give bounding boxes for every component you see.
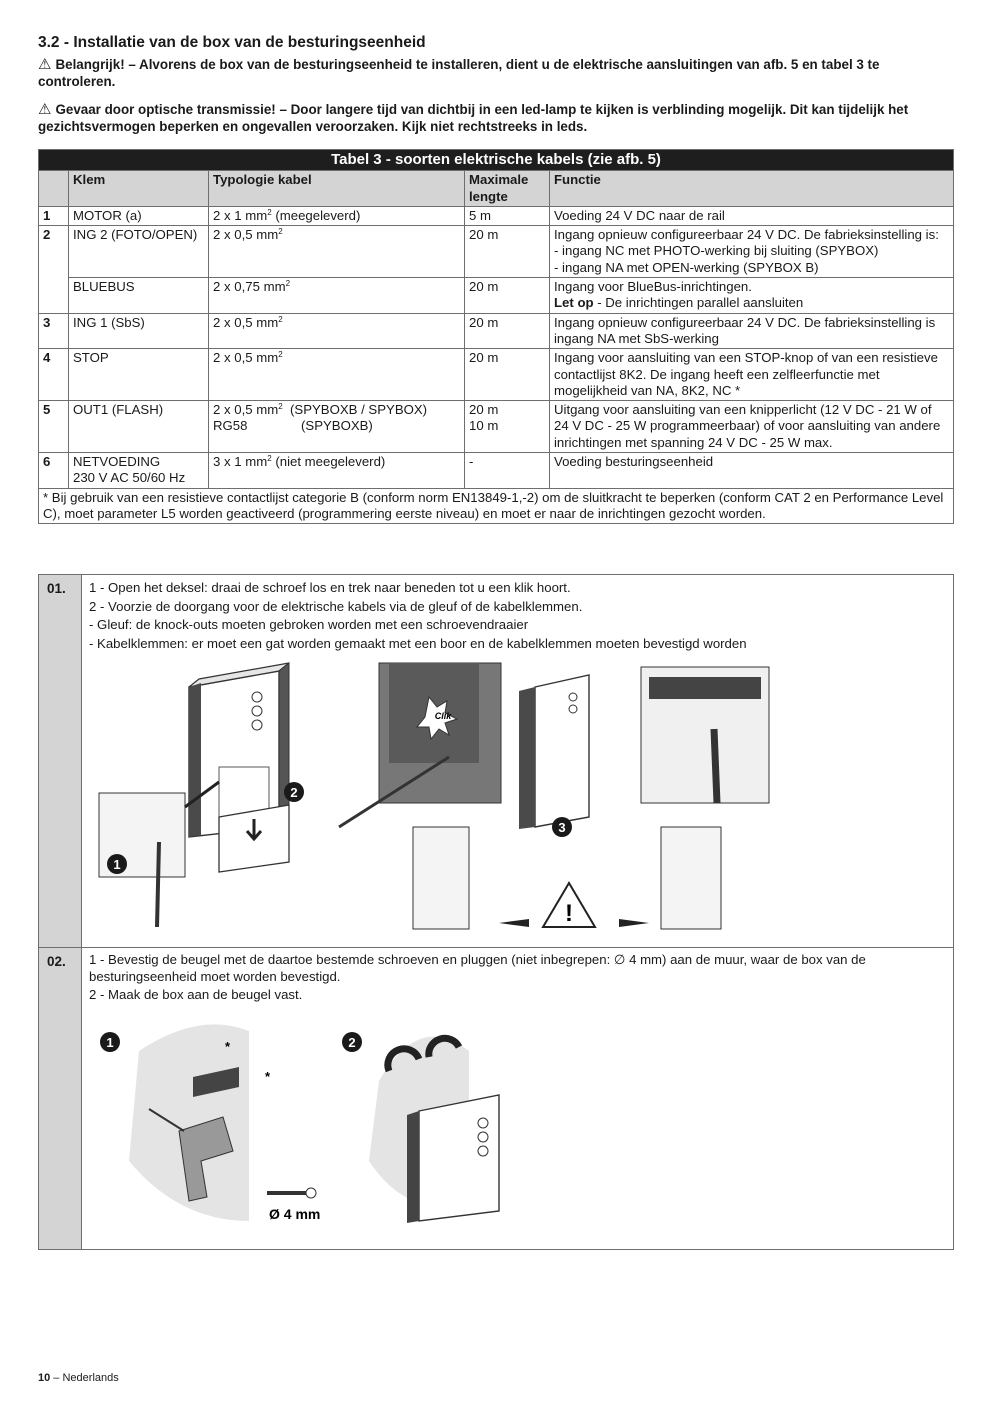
svg-text:*: *	[265, 1069, 271, 1084]
warning-triangle-icon: ⚠	[38, 56, 52, 73]
svg-text:2: 2	[348, 1035, 356, 1050]
table-title: Tabel 3 - soorten elektrische kabels (zie afb. 5)	[39, 150, 954, 171]
step-1-figure	[89, 657, 779, 945]
step-2-text: 1 - Bevestig de beugel met de daartoe bestemde schroeven en pluggen (niet inbegrepen: ∅ 4 mm) aan de muur, waar de box van de besturingseenheid moet worden bevestigd. 2 - Maak de box aan de beugel vast.	[89, 952, 866, 1002]
header-functie: Functie	[550, 171, 954, 207]
section-heading: 3.2 - Installatie van de box van de besturingseenheid	[38, 34, 426, 51]
table-row: 5 OUT1 (FLASH) 2 x 0,5 $mm^2$ (SPYBOXB / SPYBOX) RG58 (SPYBOXB) 20 m 10 m Uitgang voor aansluiting van een knipperlicht (12 V DC - 21 W of 24 V DC - 25 W programmeerbaar) of voor aansluiting van andere inrichtingen met spanning 24 V DC - 25 W max.	[39, 401, 954, 453]
table-footnote-row	[39, 488, 954, 524]
warning-important: ⚠ Belangrijk! – Alvorens de box van de besturingseenheid te installeren, dient u de elektrische aansluitingen van afb. 5 en tabel 3 te controleren.	[38, 56, 880, 89]
svg-text:1: 1	[106, 1035, 114, 1050]
svg-text:Ø 4 mm: Ø 4 mm	[269, 1206, 321, 1222]
open-box-illustration	[535, 675, 589, 827]
svg-text:Clik: Clik	[434, 711, 452, 721]
step-1-text: 1 - Open het deksel: draai de schroef los en trek naar beneden tot u een klik hoort. 2 - Voorzie de doorgang voor de elektrische kabels via de gleuf of de kabelklemmen. - Gleuf: de knock-outs moeten gebroken worden met een schroevendraaier - Kabelklemmen: er moet een gat worden gemaakt met een boor en de kabelklemmen moeten bevestigd worden	[89, 580, 747, 651]
header-lengte: Maximale lengte	[465, 171, 550, 207]
table-row: 3 ING 1 (SbS) 2 x 0,5 $mm^2$ 20 m Ingang opnieuw configureerbaar 24 V DC. De fabrieksinstelling is ingang NA met SbS-werking	[39, 313, 954, 349]
table-row: 2 ING 2 (FOTO/OPEN) 2 x 0,5 $mm^2$ 20 m Ingang opnieuw configureerbaar 24 V DC. De fabrieksinstelling is: - ingang NC met PHOTO-werking bij sluiting (SPYBOX) - ingang NA met OPEN-werking (SPYBOX B)	[39, 226, 954, 278]
page-footer: 10 – Nederlands	[38, 1372, 119, 1384]
table-row: 1 MOTOR (a) 2 x 1 $mm^2$ (meegeleverd) 5 m Voeding 24 V DC naar de rail	[39, 206, 954, 225]
warning-optical: ⚠ Gevaar door optische transmissie! – Door langere tijd van dichtbij in een led-lamp te kijken is verblinding mogelijk. Dit kan tijdelijk het gezichtsvermogen beperken en ongevallen veroorzaken. Kijk niet rechtstreeks in leds.	[38, 101, 909, 134]
header-klem: Klem	[69, 171, 209, 207]
steps-box	[38, 574, 954, 1250]
svg-text:1: 1	[113, 857, 121, 872]
step-2-figure	[89, 1021, 559, 1243]
table-footnote: * Bij gebruik van een resistieve contactlijst categorie B (conform norm EN13849-1,-2) om de sluitkracht te beperken (conform CAT 2 en Performance Level C), moet parameter L5 worden geactiveerd (programmering eerste niveau) en moet er naar de inrichtingen gezocht worden.	[39, 488, 954, 524]
cable-table	[38, 149, 954, 524]
drill-icon	[714, 729, 717, 803]
slot-detail-left	[413, 827, 469, 929]
svg-text:3: 3	[558, 820, 566, 835]
step-divider	[39, 947, 953, 948]
slot-detail-right	[661, 827, 721, 929]
table-row: BLUEBUS 2 x 0,75 $mm^2$ 20 m Ingang voor BlueBus-inrichtingen. Let op - De inrichtingen parallel aansluiten	[39, 278, 954, 314]
svg-text:!: !	[565, 900, 573, 927]
step-number-column	[39, 575, 82, 1249]
svg-text:2: 2	[290, 785, 298, 800]
header-kabel: Typologie kabel	[209, 171, 465, 207]
step-number: 02.	[47, 954, 66, 969]
svg-text:*: *	[225, 1039, 231, 1054]
table-row: 4 STOP 2 x 0,5 $mm^2$ 20 m Ingang voor aansluiting van een STOP-knop of van een resistieve contactlijst 8K2. De ingang heeft een zelfleerfunctie met mogelijkheid van NA, 8K2, NC *	[39, 349, 954, 401]
mounted-box-illustration	[419, 1095, 499, 1221]
step-number: 01.	[47, 581, 66, 596]
table-row: 6 NETVOEDING 230 V AC 50/60 Hz 3 x 1 $mm^2$ (niet meegeleverd) - Voeding besturingseenheid	[39, 453, 954, 489]
screwdriver-icon	[157, 842, 159, 927]
header-num	[39, 171, 69, 207]
warning-triangle-icon: ⚠	[38, 101, 52, 118]
